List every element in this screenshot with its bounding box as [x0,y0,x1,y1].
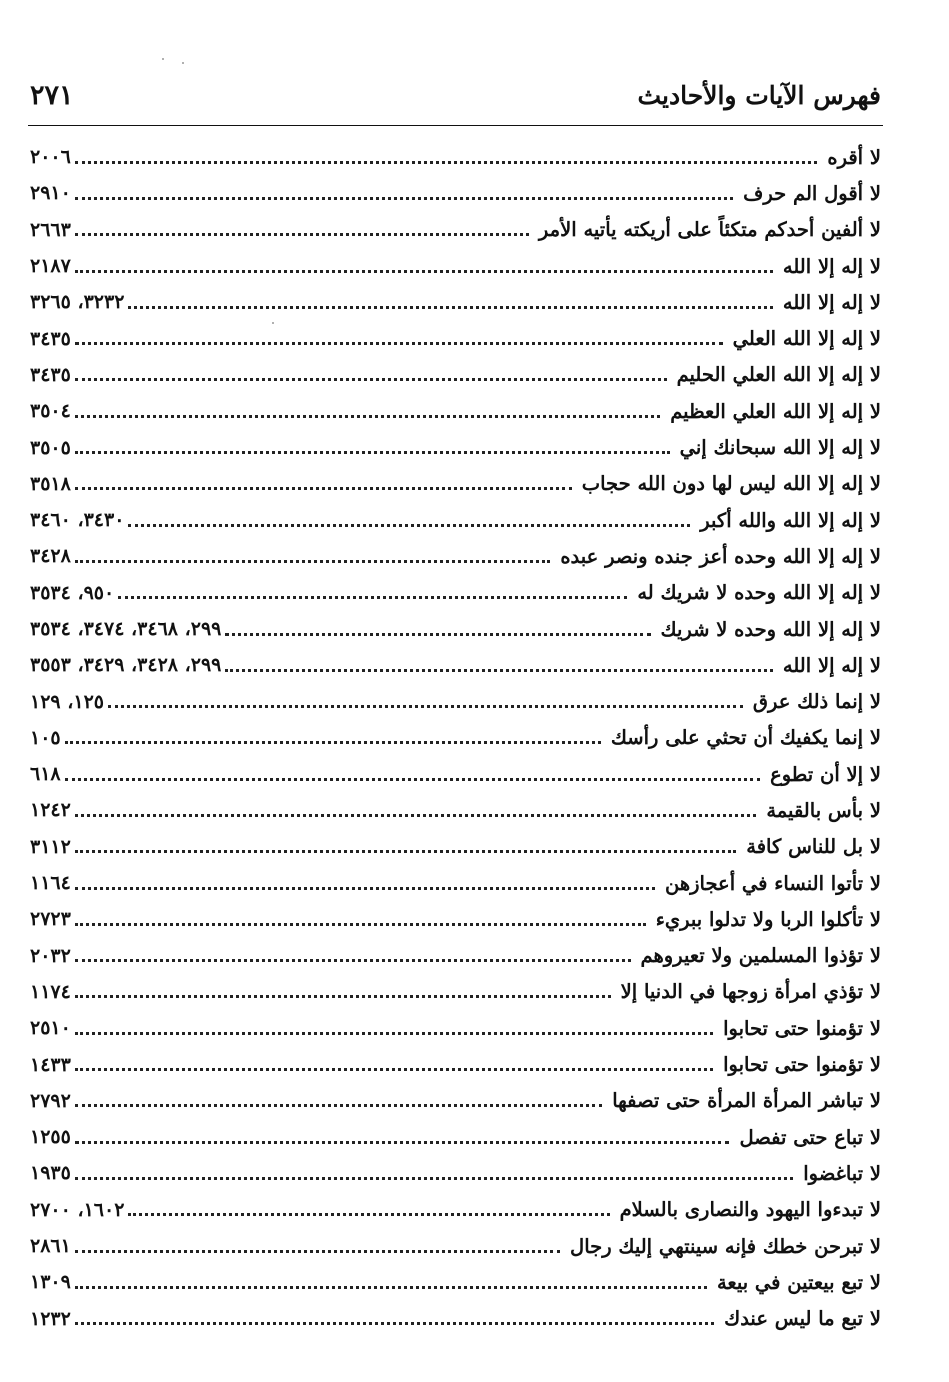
entry-text: لا تباغضوا [803,1161,881,1185]
dot-leader [128,524,690,527]
entry-refs: ٢٧٩٢ [30,1089,71,1112]
dot-leader [75,1068,713,1071]
page-number: ٢٧١ [30,79,74,111]
entry-text: لا تأكلوا الربا ولا تدلوا ببريء [655,907,881,931]
entry-refs: ٣٥١٨ [30,472,71,495]
entry-text: لا إله إلا الله العلي [732,327,881,351]
page-header [30,70,881,120]
dot-leader [128,1213,609,1216]
entry-refs: ١١٦٤ [30,872,71,895]
index-entry [30,212,881,248]
entry-text: لا إلا أن تطوع [770,762,881,786]
index-entry [30,175,881,211]
dot-leader [75,1141,730,1144]
index-entry [30,248,881,284]
dot-leader [225,633,650,636]
dot-leader [75,1104,602,1107]
index-entry [30,1083,881,1119]
entry-text: لا إله إلا الله ليس لها دون الله حجاب [581,472,881,496]
entry-text: لا إله إلا الله العلي الحليم [676,363,881,387]
index-entry [30,829,881,865]
entry-text: لا إله إلا الله وحده لا شريك [660,617,881,641]
index-entry [30,683,881,719]
index-entry [30,1155,881,1191]
entry-text: لا تبع بيعتين في بيعة [716,1270,881,1294]
entry-refs: ٣٤٣٥ [30,363,71,386]
entry-refs: ٢٧٢٣ [30,908,71,931]
entry-refs: ١٢٥٥ [30,1126,71,1149]
index-entry [30,393,881,429]
index-entry [30,720,881,756]
index-entry [30,901,881,937]
entry-text: لا تباشر المرأة المرأة حتى تصفها [612,1089,881,1113]
index-entry [30,139,881,175]
index-entry [30,611,881,647]
dot-leader [75,1032,713,1035]
index-entry [30,320,881,356]
index-entry [30,1264,881,1300]
index-entry [30,1010,881,1046]
scan-speck [162,58,164,60]
entry-text: لا إله إلا الله [782,290,881,314]
index-list [30,139,881,1337]
entry-refs: ٣٥٠٥ [30,436,71,459]
index-entry [30,466,881,502]
entry-refs: ٢٨٦١ [30,1235,71,1258]
entry-refs: ٢٩٩، ٣٤٢٨، ٣٤٢٩، ٣٥٥٣ [30,654,222,677]
entry-refs: ١٢٣٢ [30,1307,71,1330]
dot-leader [108,705,743,708]
entry-text: لا تؤمنوا حتى تحابوا [723,1016,881,1040]
index-entry [30,756,881,792]
dot-leader [75,959,631,962]
index-entry [30,1046,881,1082]
entry-refs: ٦١٨ [30,763,61,786]
index-entry [30,1192,881,1228]
dot-leader [75,887,655,890]
entry-refs: ٢٠٠٦ [30,146,71,169]
dot-leader [65,778,760,781]
dot-leader [75,560,551,563]
entry-refs: ١٤٣٣ [30,1053,71,1076]
entry-text: لا إنما يكفيك أن تحثي على رأسك [610,726,881,750]
entry-refs: ٣٥٠٤ [30,400,71,423]
entry-text: لا إله إلا الله [782,653,881,677]
entry-refs: ١٢٤٢ [30,799,71,822]
entry-text: لا أقره [827,145,881,169]
dot-leader [75,1286,707,1289]
dot-leader [75,342,723,345]
entry-text: لا أقول الم حرف [743,181,881,205]
entry-text: لا إله إلا الله وحده أعز جنده ونصر عبده [560,544,881,568]
dot-leader [75,415,660,418]
dot-leader [75,197,733,200]
entry-refs: ١٢٥، ١٢٩ [30,690,104,713]
dot-leader [75,270,773,273]
entry-refs: ٢٥١٠ [30,1017,71,1040]
entry-text: لا بل للناس كافة [746,835,881,859]
entry-text: لا تبدءوا اليهود والنصارى بالسلام [619,1198,881,1222]
entry-refs: ٣٤٣٠، ٣٤٦٠ [30,509,125,532]
entry-refs: ١٠٥ [30,726,61,749]
entry-text: لا تأتوا النساء في أعجازهن [664,871,881,895]
index-entry [30,357,881,393]
scan-speck [182,62,184,64]
index-entry [30,647,881,683]
index-entry [30,284,881,320]
entry-text: لا تبرحن خطك فإنه سينتهي إليك رجال [570,1234,881,1258]
dot-leader [75,850,736,853]
index-entry [30,865,881,901]
dot-leader [75,233,529,236]
dot-leader [128,306,772,309]
entry-text: لا تباع حتى تفصل [739,1125,881,1149]
entry-text: لا إله إلا الله وحده لا شريك له [637,581,881,605]
entry-refs: ١٦٠٢، ٢٧٠٠ [30,1198,125,1221]
dot-leader [75,814,757,817]
entry-text: لا إله إلا الله والله أكبر [700,508,881,532]
entry-text: لا تؤذي امرأة زوجها في الدنيا إلا [620,980,881,1004]
entry-text: لا تؤذوا المسلمين ولا تعيروهم [640,944,881,968]
entry-refs: ١١٧٤ [30,980,71,1003]
entry-refs: ١٩٣٥ [30,1162,71,1185]
entry-refs: ٢٠٣٢ [30,944,71,967]
index-entry [30,974,881,1010]
entry-text: لا إله إلا الله سبحانك إني [679,436,881,460]
entry-refs: ١٣٠٩ [30,1271,71,1294]
index-entry [30,575,881,611]
entry-refs: ٣٤٢٨ [30,545,71,568]
header-rule [28,125,883,126]
entry-text: لا إله إلا الله [782,254,881,278]
dot-leader [225,669,773,672]
entry-refs: ٢٩١٠ [30,182,71,205]
entry-text: لا تبع ما ليس عندك [724,1307,881,1331]
entry-refs: ٢٩٩، ٣٤٦٨، ٣٤٧٤، ٣٥٣٤ [30,618,222,640]
entry-refs: ٩٥٠، ٣٥٣٤ [30,581,115,604]
entry-refs: ٣٤٣٥ [30,327,71,350]
dot-leader [118,596,627,599]
entry-text: لا تؤمنوا حتى تحابوا [723,1053,881,1077]
entry-refs: ٢٦٦٣ [30,218,71,241]
dot-leader [65,741,601,744]
dot-leader [75,451,670,454]
dot-leader [75,1250,560,1253]
dot-leader [75,923,646,926]
index-entry [30,429,881,465]
index-entry [30,1228,881,1264]
dot-leader [75,161,818,164]
page-title: فهرس الآيات والأحاديث [637,80,881,110]
index-entry [30,502,881,538]
entry-text: لا إنما ذلك عرق [752,690,881,714]
index-entry [30,1119,881,1155]
dot-leader [75,995,611,998]
dot-leader [75,1177,793,1180]
entry-refs: ٣١١٢ [30,835,71,858]
dot-leader [75,1322,714,1325]
entry-refs: ٢١٨٧ [30,255,71,278]
index-entry [30,538,881,574]
entry-refs: ٣٢٣٢، ٣٢٦٥ [30,291,125,314]
index-entry [30,1301,881,1337]
dot-leader [75,487,572,490]
entry-text: لا ألفين أحدكم متكئاً على أريكته يأتيه الأمر [538,218,881,242]
entry-text: لا إله إلا الله العلي العظيم [670,399,881,423]
index-entry [30,792,881,828]
index-entry [30,938,881,974]
entry-text: لا بأس بالقيمة [766,798,881,822]
dot-leader [75,378,667,381]
